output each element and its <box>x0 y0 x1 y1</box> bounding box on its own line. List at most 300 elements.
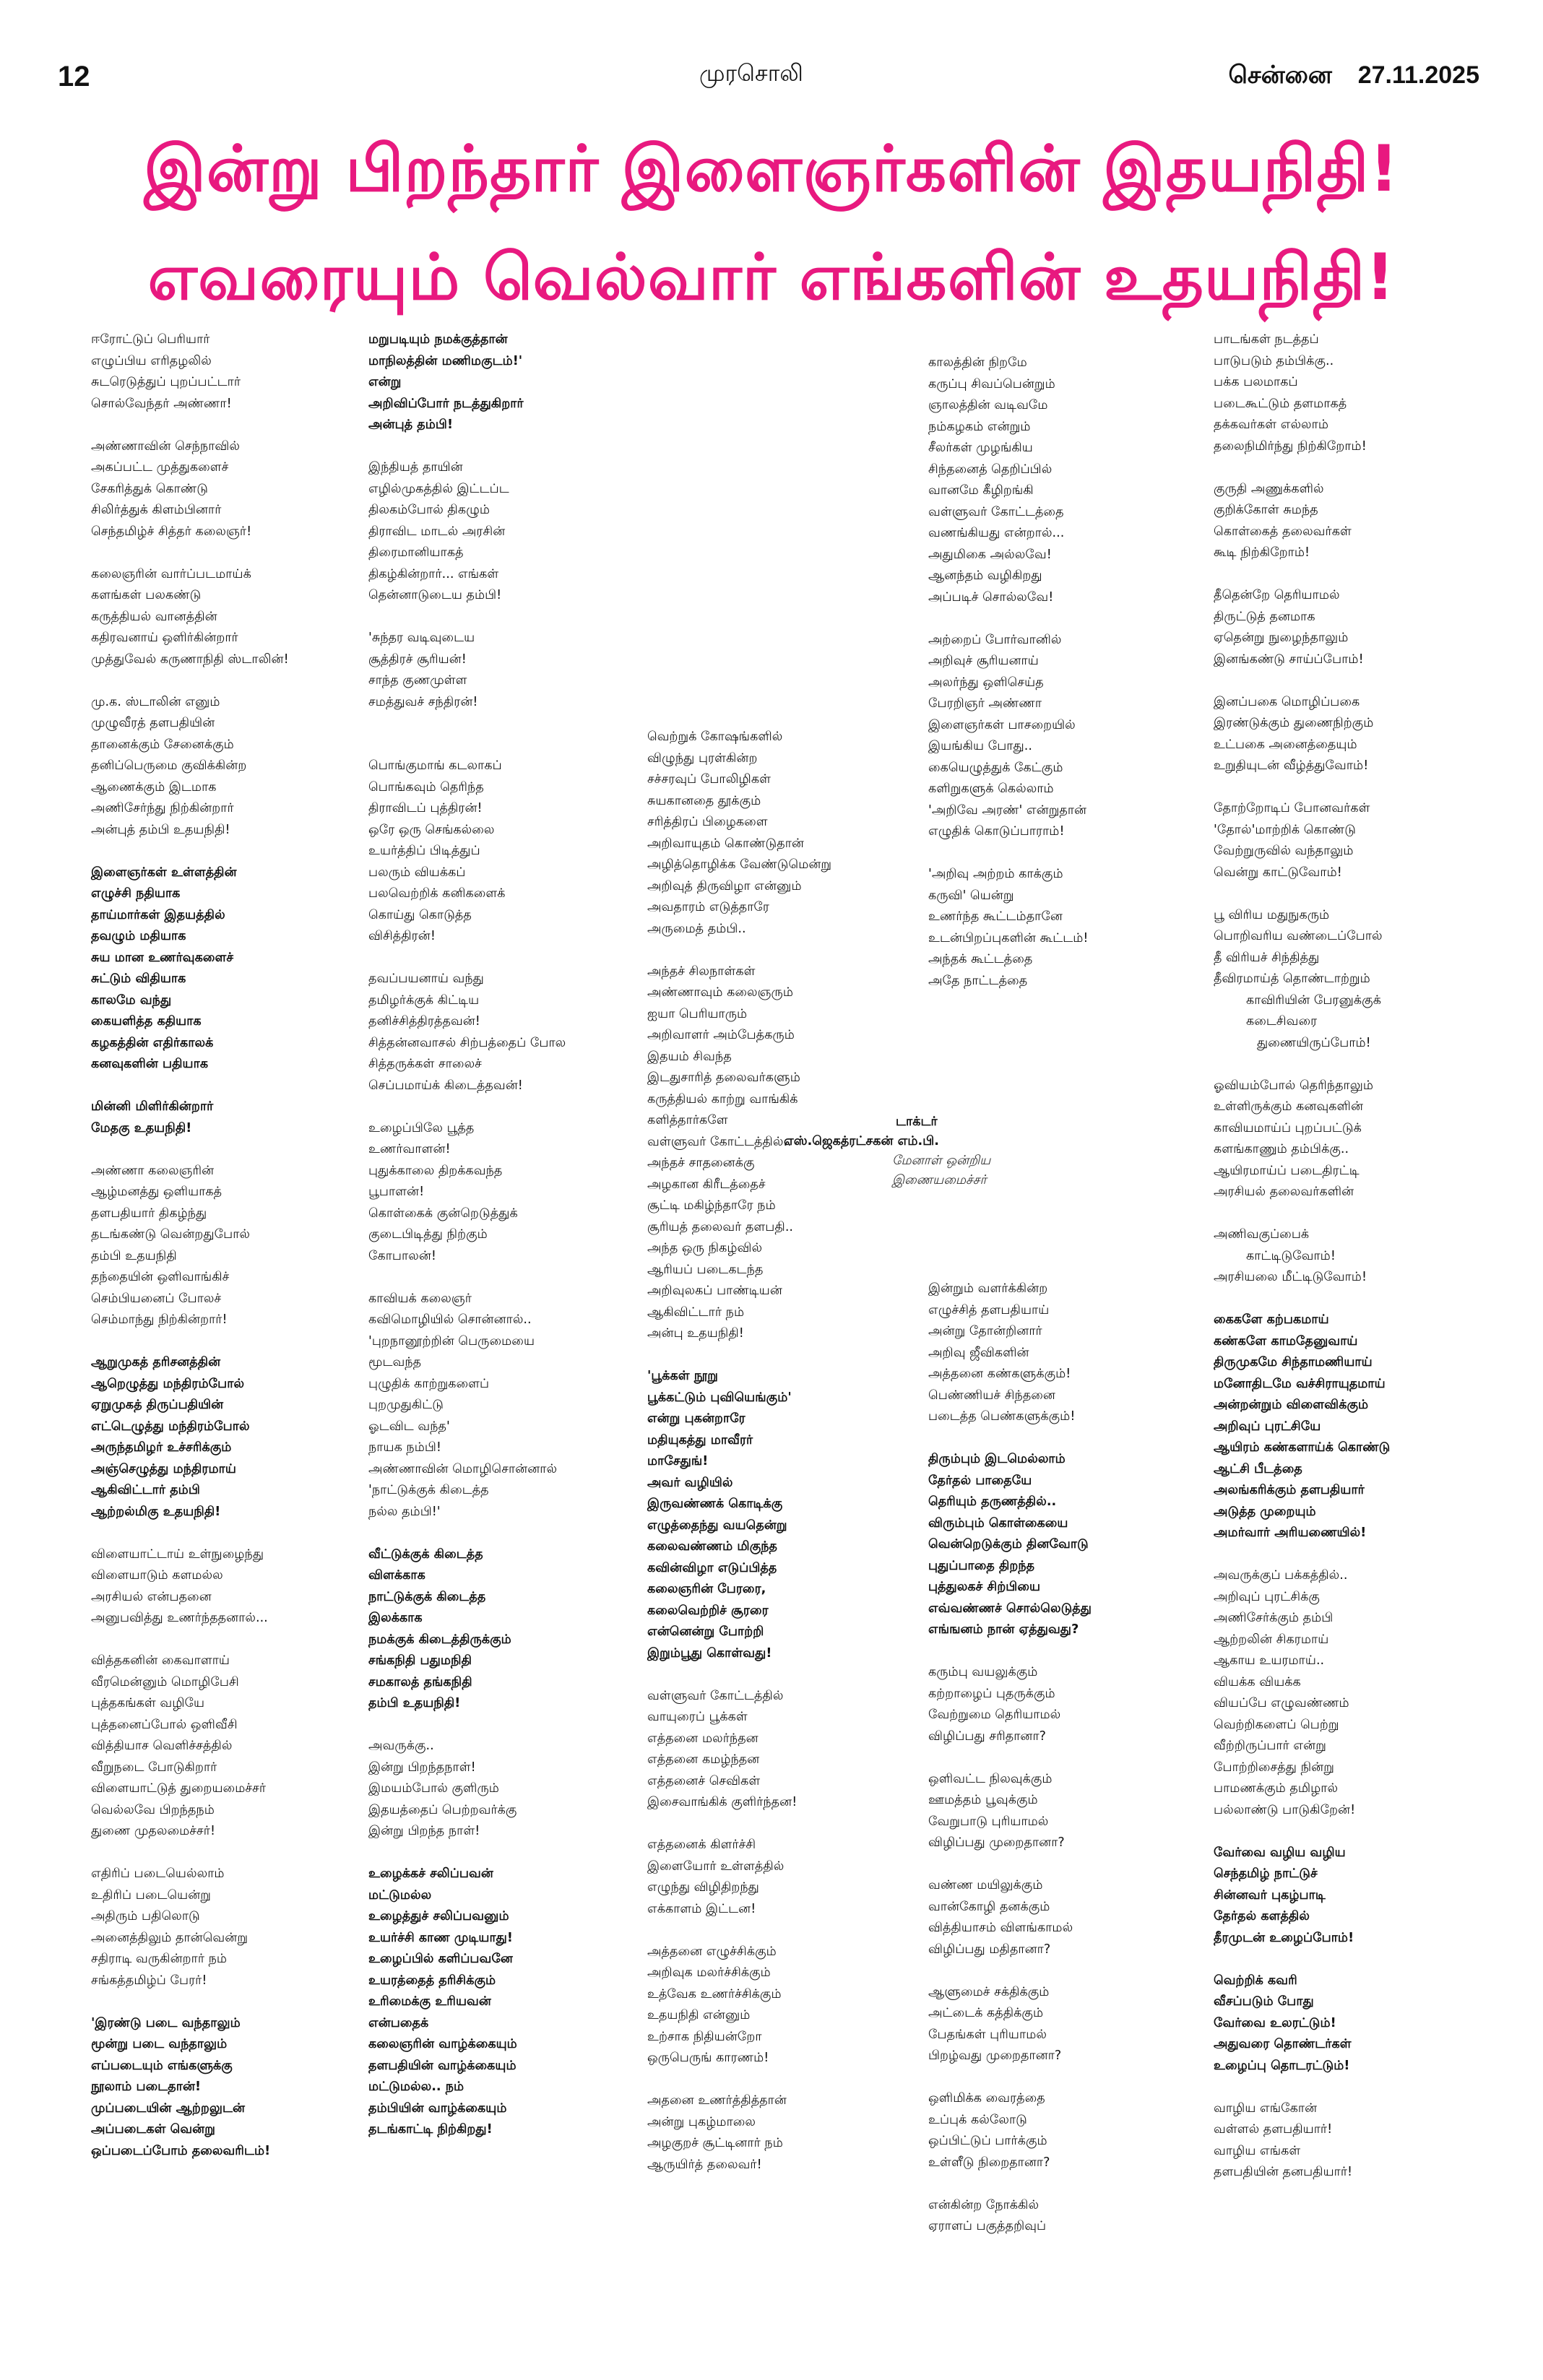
poem-line: செப்பமாய்க் கிடைத்தவன்! <box>368 1078 523 1093</box>
poem-line: எதிரிப் படையெல்லாம் <box>91 1866 225 1881</box>
poem-line: கொள்கைக் குன்றெடுத்துக் <box>368 1206 518 1221</box>
poem-line: இசைவாங்கிக் குளிர்ந்தன! <box>647 1795 798 1809</box>
poem-line: ஓடவிட வந்த' <box>368 1419 450 1434</box>
stanza-break <box>928 1960 1203 1982</box>
poem-line: மனோதிடமே வச்சிராயுதமாய் <box>1214 1376 1386 1391</box>
stanza-break <box>1214 670 1474 692</box>
poem-line: உத்வேக உணர்ச்சிக்கும் <box>647 1986 782 2002</box>
poem-line: களங்கள் பலகண்டு <box>91 588 202 602</box>
poem-line: கனவுகளின் பதியாக <box>91 1057 209 1071</box>
stanza-break <box>368 1715 628 1736</box>
poem-line: வான்கோழி தனக்கும் <box>928 1899 1050 1914</box>
poem-line: சின்னவர் புகழ்பாடி <box>1214 1887 1326 1903</box>
poem-line: சூத்திரச் சூரியன்! <box>368 652 467 667</box>
poem-line: பொறிவரிய வண்டைப்போல் <box>1214 929 1383 943</box>
poem-line: உடன்பிறப்புகளின் கூட்டம்! <box>928 930 1089 945</box>
poem-line: இன்றும் வளர்க்கின்ற <box>928 1281 1048 1296</box>
poem-column-3 <box>647 727 907 2176</box>
poem-line: களித்தார்களே <box>647 1113 728 1128</box>
poem-line: சுட்டும் விதியாக <box>91 972 186 986</box>
poem-line: அலங்கரிக்கும் தளபதியார் <box>1214 1483 1365 1497</box>
poem-line: வாழிய எங்கள் <box>1214 2143 1301 2158</box>
newspaper-name: முரசொலி <box>699 59 803 87</box>
poem-line: எத்தனைக் கிளர்ச்சி <box>647 1838 756 1852</box>
stanza-break <box>928 1854 1203 1876</box>
poem-line: அரசியல் என்பதனை <box>91 1589 212 1604</box>
stanza-break <box>91 1076 351 1097</box>
poem-line: சமகாலத் தங்கநிதி <box>368 1674 472 1689</box>
poem-line: முழுவீரத் தளபதியின் <box>91 716 215 730</box>
poem-line: காட்டிடுவோம்! <box>1246 1248 1336 1263</box>
stanza-break <box>368 1523 628 1544</box>
poem-line: இயங்கிய போது.. <box>928 739 1032 753</box>
poem-line: அரசியல் தலைவர்களின் <box>1214 1185 1354 1199</box>
poem-line: அஞ்செழுத்து மந்திரமாய் <box>91 1461 236 1476</box>
poem-line: என்கின்ற நோக்கில் <box>928 2197 1040 2212</box>
poem-line: வென்றெடுக்கும் தினவோடு <box>928 1537 1089 1552</box>
poem-line: அற்றைப் போர்வானில் <box>928 632 1062 647</box>
poem-line: வென்று காட்டுவோம்! <box>1214 865 1342 880</box>
poem-line: வள்ளுவர் கோட்டத்தை <box>928 504 1064 519</box>
stanza-break <box>647 1920 907 1942</box>
poem-line: மு.க. ஸ்டாலின் எனும் <box>91 694 220 709</box>
poem-line: காவியமாய்ப் புறப்பட்டுக் <box>1214 1120 1362 1135</box>
stanza-break <box>1214 2077 1474 2098</box>
stanza-break <box>1214 1203 1474 1225</box>
poem-line: மாசேதுங்! <box>647 1454 709 1468</box>
stanza-break <box>928 608 1188 630</box>
poem-line: செந்தமிழ் நாட்டுச் <box>1214 1866 1318 1881</box>
poem-line: அகப்பட்ட முத்துகளைச் <box>91 460 229 475</box>
dateline-date: 27.11.2025 <box>1357 61 1479 89</box>
poem-line: காலத்தின் நிறமே <box>928 355 1027 370</box>
poem-line: பூ விரிய மதுநுகரும் <box>1214 907 1330 922</box>
poem-line: இனங்கண்டு சாய்ப்போம்! <box>1214 652 1364 667</box>
poem-line: புத்தகங்கள் வழியே <box>91 1696 205 1710</box>
poem-line: பேரறிஞர் அண்ணா <box>928 696 1042 711</box>
poem-line: தனிப்பெருமை குவிக்கின்ற <box>91 758 247 773</box>
poem-line: தேர்தல் பாதையே <box>928 1473 1032 1488</box>
poem-line: உயர்ச்சி காண முடியாது! <box>368 1930 513 1945</box>
stanza-break <box>368 735 628 756</box>
poem-line: என்னென்று போற்றி <box>647 1624 764 1639</box>
poem-line: ஆகிவிட்டார் நம் <box>647 1304 745 1320</box>
stanza-break <box>368 1267 628 1289</box>
poem-column-4-top <box>928 352 1188 992</box>
poem-line: உயரத்தைத் தரிசிக்கும் <box>368 1973 496 1988</box>
dateline <box>1211 61 1479 92</box>
poem-line: உதிரிப் படையென்று <box>91 1887 212 1903</box>
poem-line: இன்று பிறந்த நாள்! <box>368 1824 480 1838</box>
poem-line: வீற்றிருப்பார் என்று <box>1214 1739 1326 1753</box>
poem-line: நல்ல தம்பி!' <box>368 1504 441 1519</box>
poem-line: இமயம்போல் குளிரும் <box>368 1781 499 1796</box>
poem-line: பொங்கவும் தெரிந்த <box>368 779 484 795</box>
poem-line: எக்காளம் இட்டன! <box>647 1901 756 1916</box>
poem-line: வித்தியாச வெளிச்சத்தில் <box>91 1739 233 1753</box>
poem-line: என்பதைக் <box>368 2015 429 2030</box>
poem-line: வெல்லவே பிறந்தநம் <box>91 1802 215 1817</box>
poem-line: அறிவு ஜீவிகளின் <box>928 1345 1029 1360</box>
poem-line: சச்சரவுப் போலிழிகள் <box>647 772 771 787</box>
stanza-break <box>368 1096 628 1118</box>
stanza-break <box>91 1331 351 1353</box>
poem-line: வேறுபாடு புரியாமல் <box>928 1814 1049 1829</box>
stanza-break <box>928 1428 1203 1450</box>
poem-line: தெரியும் தருணத்தில்.. <box>928 1494 1057 1509</box>
poem-line: கவின்விழா எடுப்பித்த <box>647 1560 777 1575</box>
poem-line: அதனை உணர்த்தித்தான் <box>647 2093 787 2108</box>
poem-line: வள்ளுவர் கோட்டத்தில் <box>647 1688 784 1703</box>
poem-line: காலமே வந்து <box>91 992 172 1008</box>
poem-line: சங்கத்தமிழ்ப் பேரர்! <box>91 1973 207 1988</box>
poem-line: வேற்றுருவில் வந்தாலும் <box>1214 844 1354 858</box>
stanza-break <box>928 2173 1203 2195</box>
poem-line: வீசப்படும் போது <box>1214 1994 1314 2009</box>
poem-line: பாடங்கள் நடத்தப் <box>1214 332 1319 347</box>
poem-line: சுய மான உணர்வுகளைச் <box>91 950 234 965</box>
poem-line: தீதென்றே தெரியாமல் <box>1214 588 1340 602</box>
poem-line: நாட்டுக்குக் கிடைத்த <box>368 1589 486 1604</box>
stanza-break <box>91 1991 351 2013</box>
poem-line: அந்தக் கூட்டத்தை <box>928 952 1033 966</box>
poem-line: அழகான கிரீடத்தைச் <box>647 1177 766 1192</box>
poem-line: 'சுந்தர வடிவுடைய <box>368 631 475 645</box>
poem-line: குருதி அணுக்களில் <box>1214 481 1324 496</box>
poem-line: இளையோர் உள்ளத்தில் <box>647 1858 785 1874</box>
poem-line: அறிவிப்போர் நடத்துகிறார் <box>368 396 524 411</box>
poem-line: காவிரியின் பேரனுக்குக் <box>1246 992 1381 1008</box>
poem-line: உழைப்பிலே பூத்த <box>368 1120 475 1135</box>
stanza-break <box>368 948 628 969</box>
poem-line: நூலாம் படைதான்! <box>91 2080 202 2094</box>
stanza-break <box>1214 1949 1474 1970</box>
poem-line: குடைபிடித்து நிற்கும் <box>368 1227 488 1242</box>
poem-line: மூன்று படை வந்தாலும் <box>91 2037 228 2051</box>
poem-line: ஒப்பிட்டுப் பார்க்கும் <box>928 2134 1047 2148</box>
poem-line: அணிசேர்ந்து நிற்கின்றார் <box>91 801 234 815</box>
poem-line: தாய்மார்கள் இதயத்தில் <box>91 907 225 922</box>
poem-line: ஆட்சி பீடத்தை <box>1214 1461 1302 1476</box>
poem-line: உழைப்பில் களிப்பவனே <box>368 1952 513 1966</box>
poem-line: களங்காணும் தம்பிக்கு.. <box>1214 1142 1349 1156</box>
poem-line: ஏராளப் பகுத்தறிவுப் <box>928 2219 1047 2233</box>
poem-line: சங்கநிதி பதுமநிதி <box>368 1653 472 1668</box>
poem-line: கவிமொழியில் சொன்னால்.. <box>368 1312 532 1327</box>
poem-line: உணர்வாளன்! <box>368 1142 451 1156</box>
poem-line: கையெழுத்துக் கேட்கும் <box>928 760 1063 775</box>
poem-line: ஒளிமிக்க வைரத்தை <box>928 2091 1045 2106</box>
poem-line: இந்தியத் தாயின் <box>368 460 463 475</box>
poem-line: அமர்வார் அரியணையில்! <box>1214 1526 1367 1540</box>
poem-line: எழுச்சித் தளபதியாய் <box>928 1302 1050 1317</box>
poem-line: உள்ளீடு நிறைதானா? <box>928 2155 1050 2170</box>
poem-line: வள்ளல் தளபதியார்! <box>1214 2122 1333 2137</box>
poem-line: அருந்தமிழர் உச்சரிக்கும் <box>91 1440 232 1455</box>
poem-line: கருத்தியல் வானத்தின் <box>91 609 217 624</box>
poem-line: உழைக்கச் சலிப்பவன் <box>368 1866 493 1881</box>
poem-line: பல்லாண்டு பாடுகிறேன்! <box>1214 1802 1356 1817</box>
poem-line: உள்ளிருக்கும் கனவுகளின் <box>1214 1099 1364 1114</box>
poem-line: அறிவுச் சூரியனாய் <box>928 654 1039 668</box>
poem-line: சித்தருக்கள் சாலைச் <box>368 1057 482 1071</box>
poem-line: ஞாலத்தின் வடிவமே <box>928 398 1048 412</box>
poem-line: அனுபவித்து உணர்ந்ததனால்... <box>91 1611 268 1625</box>
poem-line: அலர்ந்து ஒளிசெய்த <box>928 675 1044 690</box>
poem-line: வீரமென்னும் மொழிபேசி <box>91 1674 239 1689</box>
poem-line: தனிச்சித்திரத்தவன்! <box>368 1014 480 1029</box>
poem-line: சமத்துவச் சந்திரன்! <box>368 694 478 709</box>
poem-line: வானமே கீழிறங்கி <box>928 483 1034 498</box>
poem-line: பலவெற்றிக் கனிகளைக் <box>368 886 506 901</box>
poem-line: சரித்திரப் பிழைகளை <box>647 815 768 829</box>
stanza-break <box>647 940 907 961</box>
poem-line: தடங்கண்டு வென்றதுபோல் <box>91 1227 251 1242</box>
author-signature <box>784 1112 1073 1190</box>
poem-line: வித்தியாசம் விளங்காமல் <box>928 1921 1073 1935</box>
poem-line: பெண்ணியச் சிந்தனை <box>928 1388 1055 1403</box>
stanza-break <box>928 1747 1203 1769</box>
poem-line: இருவண்ணக் கொடிக்கு <box>647 1497 783 1511</box>
poem-line: எழுப்பிய எரிதழலில் <box>91 353 212 368</box>
stanza-break <box>368 1843 628 1864</box>
poem-line: ஆகிவிட்டார் தம்பி <box>91 1483 200 1497</box>
poem-line: அதுவரை தொண்டர்கள் <box>1214 2037 1352 2051</box>
poem-line: மின்னி மிளிர்கின்றார் <box>91 1099 214 1114</box>
poem-line: கையளித்த கதியாக <box>91 1014 202 1029</box>
poem-line: ஆறெழுத்து மந்திரம்போல் <box>91 1376 245 1391</box>
poem-line: உழைப்பு தொடரட்டும்! <box>1214 2058 1350 2073</box>
poem-line: அந்த ஒரு நிகழ்வில் <box>647 1241 763 1255</box>
poem-line: உழைத்துச் சலிப்பவனும் <box>368 1909 509 1924</box>
poem-line: விளையாடும் களமல்ல <box>91 1568 223 1583</box>
poem-line: 'இரண்டு படை வந்தாலும் <box>91 2015 241 2030</box>
poem-line: திரும்பும் இடமெல்லாம் <box>928 1452 1066 1466</box>
poem-line: ஆயிரமாய்ப் படைதிரட்டி <box>1214 1163 1360 1178</box>
poem-line: தமிழர்க்குக் கிட்டிய <box>368 992 480 1008</box>
poem-line: 'புறநானூற்றின் பெருமையை <box>368 1333 535 1349</box>
poem-line: மேதகு உதயநிதி! <box>91 1120 192 1135</box>
poem-line: படைத்த பெண்களுக்கும்! <box>928 1409 1076 1424</box>
poem-line: களிறுகளுக் கெல்லாம் <box>928 782 1054 796</box>
poem-line: இளைஞர்கள் பாசறையில் <box>928 717 1076 732</box>
poem-line: செம்பியனைப் போலச் <box>91 1291 222 1306</box>
poem-line: அதுமிகை அல்லவே! <box>928 547 1052 562</box>
stanza-break <box>647 1345 907 1367</box>
poem-column-1 <box>91 329 351 2162</box>
poem-line: ஆளுமைச் சக்திக்கும் <box>928 1984 1050 1999</box>
poem-line: சீலர்கள் முழங்கிய <box>928 441 1033 455</box>
poem-line: அறிவுலகப் பாண்டியன் <box>647 1284 782 1298</box>
poem-line: ஆற்றலின் சிகரமாய் <box>1214 1632 1329 1647</box>
poem-line: அணிவகுப்பைக் <box>1214 1227 1310 1242</box>
poem-line: இடதுசாரித் தலைவர்களும் <box>647 1070 800 1085</box>
poem-line: கலைஞரின் வார்ப்படமாய்க் <box>91 566 251 581</box>
poem-line: கருவி' யென்று <box>928 888 1014 903</box>
poem-line: ஏதென்று நுழைந்தாலும் <box>1214 631 1349 645</box>
poem-line: வேற்றுமை தெரியாமல் <box>928 1708 1061 1722</box>
stanza-break <box>368 607 628 628</box>
poem-line: புத்தனைப்போல் ஒளிவீசி <box>91 1717 238 1732</box>
poem-line: வணங்கியது என்றால்... <box>928 526 1065 540</box>
poem-line: உட்பகை அனைத்தையும் <box>1214 737 1357 752</box>
poem-line: ஒளிவட்ட நிலவுக்கும் <box>928 1771 1053 1786</box>
poem-line: திகழ்கின்றார்... எங்கள் <box>368 566 499 581</box>
poem-line: அறிவுப் புரட்சிக்கு <box>1214 1589 1320 1604</box>
poem-line: வியப்பே எழுவண்ணம் <box>1214 1696 1349 1710</box>
stanza-break <box>91 841 351 862</box>
poem-line: பொங்குமாங் கடலாகப் <box>368 758 502 773</box>
poem-line: அண்ணா கலைஞரின் <box>91 1163 215 1178</box>
poem-line: அனைத்திலும் தான்வென்று <box>91 1930 248 1945</box>
poem-line: போற்றிசைத்து நின்று <box>1214 1760 1334 1775</box>
poem-line: சுயகானதை தூக்கும் <box>647 793 761 808</box>
poem-line: அந்தச் சாதனைக்கு <box>647 1156 755 1170</box>
poem-line: மதியுகத்து மாவீரர் <box>647 1432 753 1448</box>
poem-line: வெற்றிகளைப் பெற்று <box>1214 1717 1339 1732</box>
stanza-break <box>647 1814 907 1835</box>
poem-line: தளபதியின் வாழ்க்கையும் <box>368 2058 517 2073</box>
poem-line: ஈரோட்டுப் பெரியார் <box>91 332 210 347</box>
poem-line: திராவிடப் புத்திரன்! <box>368 801 483 815</box>
poem-line: 'நாட்டுக்குக் கிடைத்த <box>368 1483 489 1497</box>
poem-line: அண்ணாவும் கலைஞரும் <box>647 985 793 1000</box>
poem-line: என்று <box>368 375 402 389</box>
poem-line: புதுக்காலை திறக்கவந்த <box>368 1163 503 1178</box>
poem-line: புதுப்பாதை திறந்த <box>928 1558 1035 1573</box>
poem-line: கழகத்தின் எதிர்காலக் <box>91 1035 214 1050</box>
poem-line: கதிரவனாய் ஒளிர்கின்றார் <box>91 631 238 645</box>
poem-line: ஆறுமுகத் தரிசனத்தின் <box>91 1355 221 1369</box>
poem-line: ஆருயிர்த் தலைவர்! <box>647 2157 762 2172</box>
poem-line: வாயுரைப் பூக்கள் <box>647 1710 748 1724</box>
stanza-break <box>91 1630 351 1651</box>
poem-line: பேதங்கள் புரியாமல் <box>928 2027 1047 2042</box>
poem-line: கலைஞரின் வாழ்க்கையும் <box>368 2037 517 2051</box>
poem-line: 'அறிவே அரண்' என்றுதான் <box>928 802 1087 818</box>
poem-line: மூடவந்த <box>368 1355 422 1369</box>
poem-line: பூக்கட்டும் புவியெங்கும்' <box>647 1390 792 1405</box>
poem-line: சாந்த குணமுள்ள <box>368 673 467 688</box>
poem-line: அறிவுப் புரட்சியே <box>1214 1419 1321 1434</box>
stanza-break <box>1214 457 1474 479</box>
stanza-break <box>91 542 351 564</box>
poem-line: விழிப்பது முறைதானா? <box>928 1835 1065 1850</box>
poem-line: இலக்காக <box>368 1611 423 1625</box>
poem-line: ஒரே ஒரு செங்கல்லை <box>368 822 495 837</box>
poem-line: கொய்து கொடுத்த <box>368 907 472 922</box>
poem-line: சிலிர்த்துக் கிளம்பினார் <box>91 503 222 517</box>
poem-line: குறிக்கோள் சுமந்த <box>1214 503 1318 517</box>
poem-line: தவழும் மதியாக <box>91 929 186 943</box>
poem-line: அட்டைக் கத்திக்கும் <box>928 2006 1044 2020</box>
poem-line: மறுபடியும் நமக்குத்தான் <box>368 332 508 347</box>
poem-line: ஆயிரம் கண்களாய்க் கொண்டு <box>1214 1440 1391 1455</box>
poem-line: மட்டுமல்ல <box>368 1887 432 1903</box>
poem-line: சேகரித்துக் கொண்டு <box>91 481 208 496</box>
poem-line: விரும்பும் கொள்கையை <box>928 1515 1068 1531</box>
poem-line: அருமைத் தம்பி.. <box>647 921 746 936</box>
poem-column-5 <box>1214 329 1474 2184</box>
poem-line: கலைஞரின் பேரரை, <box>647 1582 766 1596</box>
poem-line: கைகளே கற்பகமாய் <box>1214 1312 1329 1327</box>
poem-line: திருட்டுத் தனமாக <box>1214 609 1315 624</box>
poem-line: தக்கவர்கள் எல்லாம் <box>1214 417 1329 432</box>
poem-line: மாநிலத்தின் மணிமகுடம்!' <box>368 353 523 368</box>
poem-line: இனப்பகை மொழிப்பகை <box>1214 694 1360 709</box>
poem-line: கருத்தியல் காற்று வாங்கிக் <box>647 1091 798 1107</box>
poem-line: வியக்க வியக்க <box>1214 1674 1301 1689</box>
poem-column-2 <box>368 329 628 2141</box>
poem-line: இன்று பிறந்தநாள்! <box>368 1760 476 1775</box>
poem-line: படைகூட்டும் தளமாகத் <box>1214 396 1347 411</box>
poem-line: வேர்வை வழிய வழிய <box>1214 1845 1346 1860</box>
poem-line: தேர்தல் களத்தில் <box>1214 1909 1310 1924</box>
poem-line: இதயத்தைப் பெற்றவர்க்கு <box>368 1802 517 1817</box>
stanza-break <box>928 1641 1203 1663</box>
poem-line: விழுந்து புரள்கின்ற <box>647 750 758 766</box>
poem-line: கடைசிவரை <box>1246 1014 1318 1029</box>
poem-line: புறமுதுகிட்டு <box>368 1398 444 1412</box>
stanza-break <box>928 2067 1203 2089</box>
headline-line-2: எவரையும் வெல்வார் எங்களின் உதயநிதி! <box>147 240 1396 314</box>
poem-line: 'அறிவு அற்றம் காக்கும் <box>928 867 1063 881</box>
poem-line: காவியக் கலைஞர் <box>368 1291 472 1306</box>
poem-line: அதே நாட்டத்தை <box>928 973 1028 988</box>
stanza-break <box>1214 1821 1474 1843</box>
poem-line: வள்ளுவர் கோட்டத்தில்.. <box>647 1134 792 1149</box>
poem-line: அதிரும் பதிலொடு <box>91 1909 200 1924</box>
poem-line: ஆற்றல்மிகு உதயநிதி! <box>91 1504 221 1519</box>
poem-line: உரிமைக்கு உரியவன் <box>368 1994 491 2009</box>
poem-line: பாமணக்கும் தமிழால் <box>1214 1781 1339 1796</box>
poem-line: அந்தச் சிலநாள்கள் <box>647 964 756 979</box>
poem-line: மட்டுமல்ல.. நம் <box>368 2080 464 2094</box>
stanza-break <box>1214 1544 1474 1566</box>
poem-line: விளையாட்டுத் துறையமைச்சர் <box>91 1781 267 1796</box>
poem-line: வாழிய எங்கோன் <box>1214 2100 1318 2116</box>
poem-line: தோற்றோடிப் போனவர்கள் <box>1214 801 1370 815</box>
poem-line: அறிவாளர் அம்பேத்கரும் <box>647 1028 795 1042</box>
poem-line: வேர்வை உலரட்டும்! <box>1214 2015 1336 2030</box>
stanza-break <box>91 1523 351 1544</box>
poem-line: இரண்டுக்கும் துணைநிற்கும் <box>1214 716 1374 730</box>
headline-line-1: இன்று பிறந்தார் இளைஞர்களின் இதயநிதி! <box>144 131 1399 206</box>
poem-line: எத்தனை மலர்ந்தன <box>647 1731 758 1746</box>
poem-line: அன்று தோன்றினார் <box>928 1324 1042 1338</box>
poem-line: செம்மாந்து நிற்கின்றார்! <box>91 1312 228 1327</box>
poem-line: திராவிட மாடல் அரசின் <box>368 524 506 539</box>
poem-line: அழித்தொழிக்க வேண்டுமென்று <box>647 857 832 872</box>
poem-line: தந்தையின் ஒளிவாங்கிச் <box>91 1270 230 1284</box>
poem-line: திருமுகமே சிந்தாமணியாய் <box>1214 1355 1373 1369</box>
stanza-break <box>91 1843 351 1864</box>
poem-line: கற்றாழைப் புதருக்கும் <box>928 1686 1055 1701</box>
poem-line: உறுதியுடன் வீழ்த்துவோம்! <box>1214 758 1369 773</box>
poem-line: கரும்பு வயலுக்கும் <box>928 1665 1038 1679</box>
poem-line: வீறுநடை போடுகிறார் <box>91 1760 217 1775</box>
page-header <box>0 0 1543 108</box>
stanza-break <box>91 1139 351 1161</box>
poem-line: முப்படையின் ஆற்றலுடன் <box>91 2100 246 2116</box>
poem-line: எழுந்து விழிதிறந்து <box>647 1880 759 1895</box>
poem-line: ஆனந்தம் வழிகிறது <box>928 568 1042 583</box>
poem-line: ஐயா பெரியாரும் <box>647 1006 748 1021</box>
poem-line: ஆரியப் படைகடந்த <box>647 1262 764 1277</box>
poem-line: வித்தகனின் கைவாளாய் <box>91 1653 230 1668</box>
poem-line: அணிசேர்க்கும் தம்பி <box>1214 1611 1334 1625</box>
stanza-break <box>1214 1289 1474 1310</box>
